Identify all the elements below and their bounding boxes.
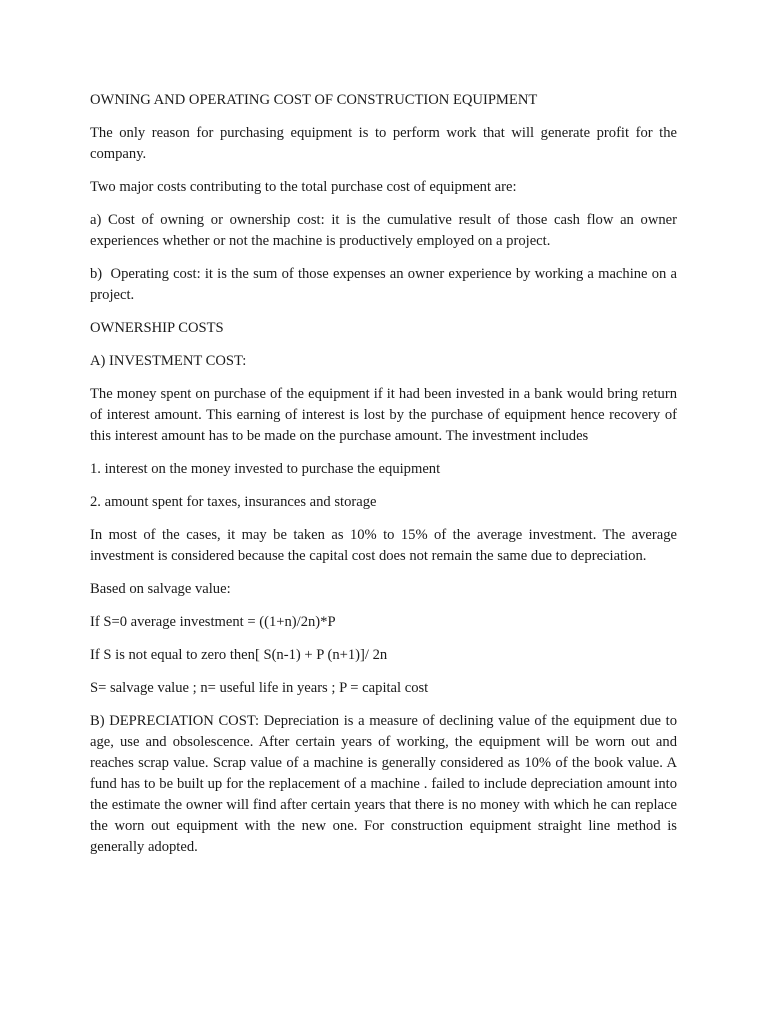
investment-cost-heading: A) INVESTMENT COST:	[90, 353, 247, 369]
document-title: OWNING AND OPERATING COST OF CONSTRUCTION EQUIPMENT	[90, 92, 538, 108]
variable-legend: S= salvage value ; n= useful life in years ; P = capital cost	[90, 680, 429, 696]
depreciation-paragraph: B) DEPRECIATION COST: Depreciation is a measure of declining value of the equipment due to age, use and obsolescence. After certain years of working, the equipment will be worn out and reaches scrap value. Scrap value of a machine is generally considered as 10% of the book value. A fund has to be built up for the replacement of a machine . failed to include depreciation amount into the estimate the owner will find after certain years that there is no money with which he can replace the worn out equipment with the new one. For construction equipment straight line method is generally adopted.	[90, 713, 677, 855]
ownership-costs-heading: OWNERSHIP COSTS	[90, 320, 224, 336]
formula-s-zero: If S=0 average investment = ((1+n)/2n)*P	[90, 614, 336, 630]
intro-paragraph: The only reason for purchasing equipment is to perform work that will generate profit for the company.	[90, 125, 677, 162]
investment-item-2: 2. amount spent for taxes, insurances and storage	[90, 494, 377, 510]
investment-paragraph: The money spent on purchase of the equipment if it had been invested in a bank would bring return of interest amount. This earning of interest is lost by the purchase of equipment hence recovery of this interest amount has to be made on the purchase amount. The investment includes	[90, 386, 677, 444]
average-investment-paragraph: In most of the cases, it may be taken as 10% to 15% of the average investment. The average investment is considered because the capital cost does not remain the same due to depreciation.	[90, 527, 677, 564]
cost-b-paragraph: b) Operating cost: it is the sum of those expenses an owner experience by working a machine on a project.	[90, 266, 677, 303]
two-costs-paragraph: Two major costs contributing to the total purchase cost of equipment are:	[90, 179, 517, 195]
cost-a-paragraph: a) Cost of owning or ownership cost: it is the cumulative result of those cash flow an owner experiences whether or not the machine is productively employed on a project.	[90, 212, 677, 249]
salvage-heading: Based on salvage value:	[90, 581, 231, 597]
formula-s-nonzero: If S is not equal to zero then[ S(n-1) + P (n+1)]/ 2n	[90, 647, 388, 663]
investment-item-1: 1. interest on the money invested to purchase the equipment	[90, 461, 441, 477]
document-body	[90, 90, 677, 870]
